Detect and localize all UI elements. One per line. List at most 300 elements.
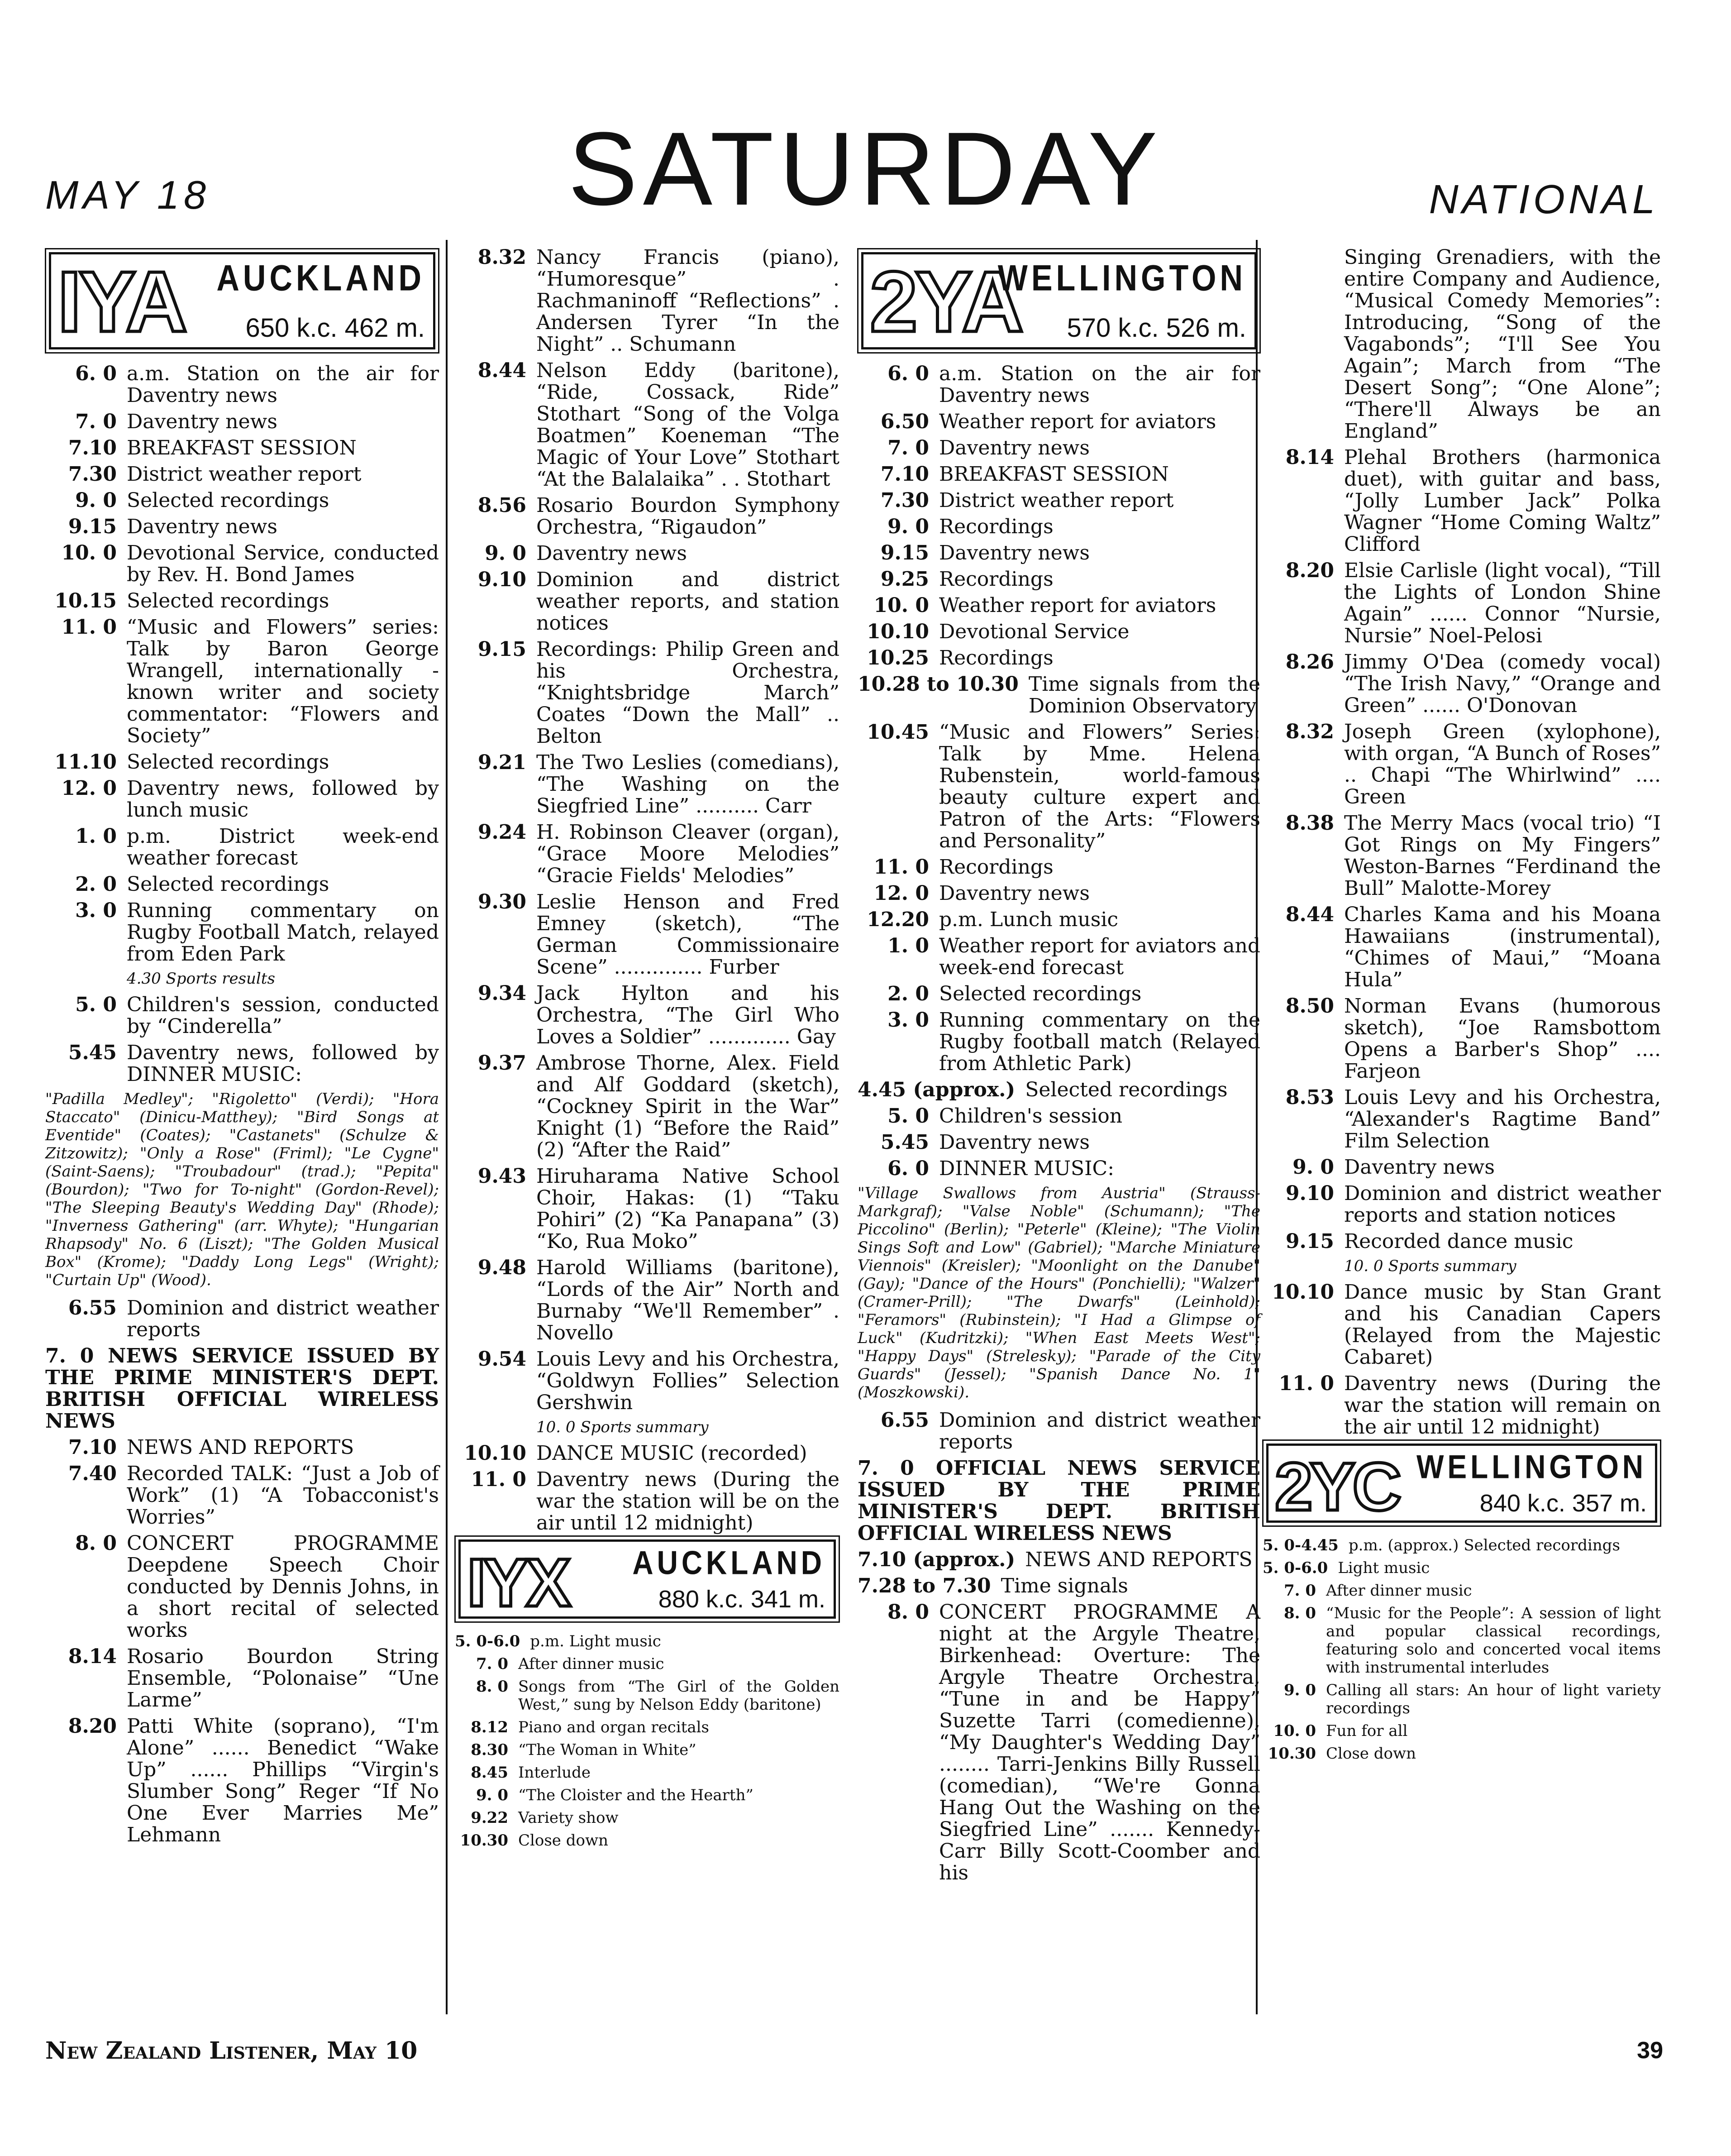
program-description: BREAKFAST SESSION xyxy=(127,436,357,459)
program-time: 8.32 xyxy=(1285,720,1334,743)
program-entry xyxy=(45,490,439,512)
program-entry xyxy=(1263,1582,1661,1600)
program-entry xyxy=(455,1809,839,1827)
program-time: 9. 0 xyxy=(1284,1681,1316,1699)
program-description: Singing Grenadiers, with the entire Company and Audience, “Musical Comedy Memories”: Introducing, “Song of the Vagabonds”; “I'll See You Again”; March from “The Desert Song”; “One Alone”; “There'll Always be an England” xyxy=(1344,246,1661,443)
program-entry xyxy=(45,617,439,747)
program-time: 9.15 xyxy=(68,515,117,538)
program-entry xyxy=(1263,995,1661,1082)
program-description: After dinner music xyxy=(518,1655,664,1673)
program-description: Jack Hylton and his Orchestra, “The Girl Who Loves a Soldier” ............. Gay xyxy=(536,982,839,1048)
program-list xyxy=(45,1437,439,1846)
station-call-sign: IYA xyxy=(57,254,185,350)
program-entry xyxy=(45,516,439,538)
program-description: After dinner music xyxy=(1326,1582,1472,1600)
program-description: Selected recordings xyxy=(939,982,1142,1005)
program-time: 10.10 xyxy=(867,620,929,643)
program-entry xyxy=(455,1052,839,1161)
program-list xyxy=(45,994,439,1085)
program-time: 11. 0 xyxy=(873,856,929,879)
program-description: p.m. Light music xyxy=(530,1632,661,1650)
program-entry xyxy=(455,983,839,1048)
program-description: Daventry news xyxy=(127,515,277,538)
program-entry xyxy=(1263,247,1661,442)
program-entry xyxy=(1263,1087,1661,1152)
program-description: Nancy Francis (piano), “Humoresque” . Rachmaninoff “Reflections” . Andersen Tyrer “In the Night” .. Schumann xyxy=(536,246,839,356)
program-description: Dominion and district weather reports xyxy=(127,1296,439,1341)
program-time: 8.45 xyxy=(471,1764,508,1782)
program-entry xyxy=(858,411,1260,433)
program-entry xyxy=(45,1297,439,1341)
column-divider xyxy=(446,240,448,2014)
program-description: Daventry news, followed by lunch music xyxy=(127,777,439,822)
program-description: Plehal Brothers (harmonica duet), with guitar and bass, “Jolly Lumber Jack” Polka Wagner “Home Coming Waltz” Clifford xyxy=(1344,446,1661,556)
program-description: Recorded TALK: “Just a Job of Work” (1) “A Tobacconist's Worries” xyxy=(127,1462,439,1529)
program-time: 2. 0 xyxy=(75,873,117,896)
program-description: Dominion and district weather reports and station notices xyxy=(1344,1182,1661,1227)
program-entry xyxy=(858,363,1260,406)
program-time: 8.32 xyxy=(477,246,526,269)
program-entry xyxy=(858,569,1260,590)
program-description: Weather report for aviators xyxy=(939,410,1216,433)
program-description: Light music xyxy=(1338,1559,1430,1577)
program-time: 8.12 xyxy=(471,1718,508,1736)
page-day-title: SATURDAY xyxy=(568,110,1163,227)
program-description: Devotional Service xyxy=(939,620,1130,643)
program-entry xyxy=(455,1786,839,1804)
program-time: 7.10 (approx.) xyxy=(858,1548,1016,1571)
program-entry xyxy=(455,1831,839,1850)
program-entry xyxy=(858,490,1260,512)
program-description: Recordings xyxy=(939,856,1054,879)
program-description: Interlude xyxy=(518,1764,591,1782)
program-entry xyxy=(1263,651,1661,717)
program-entry xyxy=(455,247,839,355)
program-description: “Music and Flowers” Series: Talk by Mme. Helena Rubenstein, world-famous beauty culture expert and Patron of the Arts: “Flowers and Personality” xyxy=(939,721,1260,852)
station-frequency: 840 k.c. 357 m. xyxy=(1479,1490,1647,1517)
program-description: The Merry Macs (vocal trio) “I Got Rings on My Fingers” Weston-Barnes “Ferdinand the Bull” Malotte-Morey xyxy=(1344,812,1661,900)
program-description: BREAKFAST SESSION xyxy=(939,463,1169,486)
program-entry xyxy=(455,543,839,564)
program-time: 9.22 xyxy=(471,1809,508,1827)
program-time: 5. 0-6.0 xyxy=(1263,1559,1328,1577)
program-entry xyxy=(858,935,1260,979)
program-time: 10.10 xyxy=(1272,1281,1334,1304)
program-entry xyxy=(1263,721,1661,808)
program-list xyxy=(858,1549,1260,1884)
program-entry xyxy=(858,437,1260,459)
program-time: 8.44 xyxy=(477,359,526,382)
station-box-2yc xyxy=(1266,1444,1657,1523)
program-entry xyxy=(858,1601,1260,1884)
program-entry xyxy=(455,1632,839,1650)
program-description: NEWS AND REPORTS xyxy=(1025,1548,1253,1571)
program-entry xyxy=(1263,1745,1661,1763)
program-entry xyxy=(455,1257,839,1344)
program-entry xyxy=(45,1716,439,1846)
program-entry xyxy=(455,360,839,490)
program-description: Time signals xyxy=(1001,1574,1128,1597)
program-entry xyxy=(858,883,1260,904)
program-entry xyxy=(1263,813,1661,899)
program-description: CONCERT PROGRAMME Deepdene Speech Choir conducted by Dennis Johns, in a short recital of selected works xyxy=(127,1532,439,1642)
program-description: Patti White (soprano), “I'm Alone” ...... Benedict “Wake Up” ...... Phillips “Virgin's Slumber Song” Reger “If No One Ever Marries Me” Lehmann xyxy=(127,1715,439,1846)
program-description: Selected recordings xyxy=(127,873,329,896)
program-entry xyxy=(1263,1536,1661,1554)
program-time: 7. 0 xyxy=(1284,1582,1316,1600)
program-description: District weather report xyxy=(127,463,362,486)
program-entry xyxy=(455,569,839,634)
program-time: 9.15 xyxy=(1285,1230,1334,1253)
program-description: Rosario Bourdon String Ensemble, “Polonaise” “Une Larme” xyxy=(127,1645,439,1711)
program-entry xyxy=(45,464,439,485)
program-description: Variety show xyxy=(518,1809,619,1827)
program-time: 5. 0 xyxy=(887,1104,929,1128)
program-entry xyxy=(858,647,1260,669)
program-entry xyxy=(858,1575,1260,1597)
program-entry xyxy=(858,1105,1260,1127)
station-box-1ya xyxy=(49,252,435,349)
sub-note: 10. 0 Sports summary xyxy=(536,1418,709,1436)
program-description: Charles Kama and his Moana Hawaiians (instrumental), “Chimes of Maui,” “Moana Hula” xyxy=(1344,903,1661,991)
program-entry xyxy=(1263,1373,1661,1438)
program-time: 8.20 xyxy=(1285,559,1334,582)
program-time: 8.14 xyxy=(1285,446,1334,469)
program-entry xyxy=(45,437,439,459)
program-entry xyxy=(858,1158,1260,1180)
station-call-sign: 2YA xyxy=(870,254,1021,350)
program-time: 10.30 xyxy=(460,1831,508,1850)
program-description: Fun for all xyxy=(1326,1722,1408,1740)
footer-page-number: 39 xyxy=(1637,2037,1663,2064)
program-time: 6.50 xyxy=(880,410,929,433)
sub-note: 10. 0 Sports summary xyxy=(1344,1257,1516,1275)
program-description: Elsie Carlisle (light vocal), “Till the Lights of London Shine Again” ...... Connor “Nursie, Nursie” Noel-Pelosi xyxy=(1344,559,1661,647)
program-time: 7.10 xyxy=(68,1436,117,1459)
program-entry xyxy=(1263,1157,1661,1178)
program-list xyxy=(455,1632,839,1850)
program-entry xyxy=(858,674,1260,717)
column-2ya-cont xyxy=(1263,247,1661,1767)
program-description: p.m. (approx.) Selected recordings xyxy=(1348,1536,1620,1554)
program-time: 6. 0 xyxy=(887,362,929,385)
program-entry xyxy=(45,1437,439,1458)
program-entry xyxy=(45,1463,439,1528)
program-entry xyxy=(858,595,1260,617)
program-time: 9.10 xyxy=(477,568,526,591)
page-network: NATIONAL xyxy=(1429,177,1659,222)
program-description: Close down xyxy=(1326,1745,1416,1763)
column-1ya-cont xyxy=(455,247,839,1854)
program-entry xyxy=(455,1166,839,1252)
program-description: CONCERT PROGRAMME A night at the Argyle Theatre, Birkenhead: Overture: The Argyle Theatre Orchestra, “Tune in and be Happy” Suzette Tarri (comedienne), “My Daughter's Wedding Day” ........ Tarri-Jenkins Billy Russell (comedian), “We're Gonna Hang Out the Washing on the Siegfried Line” ....... Kennedy-Carr Billy Scott-Coomber and his xyxy=(939,1601,1260,1884)
program-entry xyxy=(45,1646,439,1711)
program-time: 4.45 (approx.) xyxy=(858,1078,1016,1101)
program-time: 7.28 to 7.30 xyxy=(858,1574,991,1597)
program-description: Louis Levy and his Orchestra, “Goldwyn Follies” Selection Gershwin xyxy=(536,1348,839,1414)
program-list xyxy=(1263,1281,1661,1438)
program-time: 8. 0 xyxy=(1284,1604,1316,1622)
column-1ya xyxy=(45,247,439,1850)
program-entry xyxy=(45,1533,439,1641)
program-description: Time signals from the Dominion Observatory xyxy=(1028,673,1260,717)
program-description: Recorded dance music xyxy=(1344,1230,1574,1253)
program-time: 10.25 xyxy=(867,646,929,669)
program-time: 8.30 xyxy=(471,1741,508,1759)
program-description: Running commentary on Rugby Football Match, relayed from Eden Park xyxy=(127,899,439,966)
program-entry xyxy=(45,778,439,821)
program-description: Daventry news xyxy=(127,410,277,433)
program-time: 11. 0 xyxy=(471,1468,526,1491)
station-box-1yx xyxy=(458,1539,836,1619)
program-time: 9.48 xyxy=(477,1256,526,1279)
program-time: 7.30 xyxy=(68,463,117,486)
program-time: 5. 0 xyxy=(75,993,117,1016)
program-time: 7.30 xyxy=(880,489,929,512)
program-entry xyxy=(858,722,1260,852)
program-time: 8.26 xyxy=(1285,650,1334,674)
program-time: 7.40 xyxy=(68,1462,117,1485)
program-time: 9.43 xyxy=(477,1165,526,1188)
program-entry xyxy=(1263,1722,1661,1740)
program-time: 8.38 xyxy=(1285,812,1334,835)
program-description: Dominion and district weather reports xyxy=(939,1409,1260,1453)
program-time: 11. 0 xyxy=(61,616,117,639)
program-description: H. Robinson Cleaver (organ), “Grace Moore Melodies” “Gracie Fields' Melodies” xyxy=(536,821,839,887)
program-entry xyxy=(1263,904,1661,991)
program-description: Weather report for aviators and week-end forecast xyxy=(939,934,1260,979)
program-entry xyxy=(45,994,439,1037)
program-entry xyxy=(455,1678,839,1714)
program-time: 8. 0 xyxy=(75,1532,117,1555)
program-description: Calling all stars: An hour of light variety recordings xyxy=(1326,1681,1661,1717)
program-time: 11.10 xyxy=(54,751,117,774)
program-entry xyxy=(45,874,439,895)
program-description: Recordings xyxy=(939,646,1054,669)
program-time: 3. 0 xyxy=(75,899,117,922)
program-entry xyxy=(455,1469,839,1534)
program-time: 7. 0 xyxy=(887,436,929,459)
station-call-sign: 2YC xyxy=(1275,1448,1399,1525)
program-entry xyxy=(455,1741,839,1759)
program-description: Recordings xyxy=(939,515,1054,538)
program-description: Daventry news xyxy=(1344,1156,1495,1179)
program-entry xyxy=(45,826,439,869)
program-entry xyxy=(858,983,1260,1005)
station-box-2ya xyxy=(861,252,1257,349)
program-time: 10. 0 xyxy=(1273,1722,1316,1740)
program-time: 1. 0 xyxy=(887,934,929,957)
program-description: Norman Evans (humorous sketch), “Joe Ramsbottom Opens a Barber's Shop” .... Farjeon xyxy=(1344,994,1661,1083)
program-time: 6. 0 xyxy=(75,362,117,385)
station-city: AUCKLAND xyxy=(216,258,425,298)
program-time: 9. 0 xyxy=(1292,1156,1334,1179)
program-description: Selected recordings xyxy=(127,589,329,612)
program-time: 6.55 xyxy=(68,1296,117,1319)
program-entry xyxy=(858,856,1260,878)
program-time: 9.15 xyxy=(880,541,929,564)
program-entry xyxy=(455,1348,839,1414)
program-list xyxy=(1263,447,1661,1252)
program-description: Songs from “The Girl of the Golden West,” sung by Nelson Eddy (baritone) xyxy=(518,1678,839,1714)
program-time: 8.53 xyxy=(1285,1086,1334,1109)
program-time: 10.30 xyxy=(1268,1745,1316,1763)
program-time: 10.28 to 10.30 xyxy=(858,673,1019,696)
program-entry xyxy=(1263,1281,1661,1368)
program-entry xyxy=(858,909,1260,931)
program-time: 9. 0 xyxy=(485,542,526,565)
program-list xyxy=(45,1297,439,1341)
program-time: 5. 0-4.45 xyxy=(1263,1536,1339,1554)
program-time: 9. 0 xyxy=(75,489,117,512)
program-description: Rosario Bourdon Symphony Orchestra, “Rigaudon” xyxy=(536,494,839,539)
program-time: 3. 0 xyxy=(887,1009,929,1032)
station-frequency: 570 k.c. 526 m. xyxy=(1067,313,1246,343)
news-service-line: 7. 0 OFFICIAL NEWS SERVICE ISSUED BY THE PRIME MINISTER'S DEPT. BRITISH OFFICIAL WIRELESS NEWS xyxy=(858,1457,1260,1545)
program-description: Weather report for aviators xyxy=(939,594,1216,617)
program-description: Daventry news xyxy=(939,1131,1090,1154)
program-entry xyxy=(455,639,839,747)
program-entry xyxy=(858,621,1260,643)
program-time: 8.56 xyxy=(477,494,526,517)
program-description: a.m. Station on the air for Daventry news xyxy=(127,362,439,407)
program-entry xyxy=(455,1718,839,1736)
program-entry xyxy=(45,590,439,612)
program-entry xyxy=(858,516,1260,538)
program-entry xyxy=(455,752,839,817)
program-entry xyxy=(858,1410,1260,1453)
program-entry xyxy=(45,1042,439,1085)
station-city: WELLINGTON xyxy=(1416,1448,1647,1486)
program-time: 9.54 xyxy=(477,1348,526,1371)
program-description: Daventry news xyxy=(536,542,687,565)
program-list xyxy=(1263,1536,1661,1763)
program-entry xyxy=(858,1132,1260,1153)
program-description: Joseph Green (xylophone), with organ, “A Bunch of Roses” .. Chapi “The Whirlwind” .... Green xyxy=(1344,720,1661,808)
program-description: Daventry news xyxy=(939,882,1090,905)
program-description: a.m. Station on the air for Daventry news xyxy=(939,362,1260,407)
program-time: 8.20 xyxy=(68,1715,117,1738)
program-time: 9.24 xyxy=(477,821,526,844)
program-time: 9.37 xyxy=(477,1052,526,1075)
program-description: p.m. Lunch music xyxy=(939,908,1119,931)
program-description: Selected recordings xyxy=(1025,1078,1228,1101)
program-entry xyxy=(455,1443,839,1464)
program-description: District weather report xyxy=(939,489,1174,512)
program-description: “The Cloister and the Hearth” xyxy=(518,1786,753,1804)
program-time: 10.15 xyxy=(54,589,117,612)
program-description: Dance music by Stan Grant and his Canadian Capers (Relayed from the Majestic Cabaret) xyxy=(1344,1281,1661,1369)
program-description: “Music for the People”: A session of light and popular classical recordings, featuring solo and concerted vocal items with instrumental interludes xyxy=(1326,1604,1661,1677)
program-description: Daventry news xyxy=(939,541,1090,564)
program-entry xyxy=(45,900,439,965)
program-list xyxy=(858,1410,1260,1453)
program-time: 9.30 xyxy=(477,890,526,913)
program-time: 9.25 xyxy=(880,568,929,591)
program-description: Nelson Eddy (baritone), “Ride, Cossack, Ride” Stothart “Song of the Volga Boatmen” Koeneman “The Magic of Your Love” Stothart “At the Balalaika” . . Stothart xyxy=(536,359,839,491)
program-entry xyxy=(858,542,1260,564)
program-description: Close down xyxy=(518,1831,608,1850)
program-entry xyxy=(45,751,439,773)
program-time: 7.10 xyxy=(68,436,117,459)
program-time: 9. 0 xyxy=(476,1786,508,1804)
program-entry xyxy=(45,542,439,586)
program-time: 7. 0 xyxy=(476,1655,508,1673)
program-description: “Music and Flowers” series: Talk by Baron George Wrangell, internationally - known writer and society commentator: “Flowers and Society” xyxy=(127,616,439,747)
program-description: Louis Levy and his Orchestra, “Alexander's Ragtime Band” Film Selection xyxy=(1344,1086,1661,1152)
program-time: 7.10 xyxy=(880,463,929,486)
program-time: 8.50 xyxy=(1285,994,1334,1018)
program-time: 10. 0 xyxy=(61,541,117,564)
program-description: Devotional Service, conducted by Rev. H. Bond James xyxy=(127,541,439,586)
program-time: 9.34 xyxy=(477,982,526,1005)
program-description: Leslie Henson and Fred Emney (sketch), “The German Commissionaire Scene” .............. Furber xyxy=(536,890,839,979)
program-description: Jimmy O'Dea (comedy vocal) “The Irish Navy,” “Orange and Green” ...... O'Donovan xyxy=(1344,650,1661,717)
program-time: 11. 0 xyxy=(1278,1372,1334,1395)
column-2ya xyxy=(858,247,1260,1888)
program-time: 5.45 xyxy=(68,1041,117,1064)
program-description: NEWS AND REPORTS xyxy=(127,1436,354,1459)
program-description: Daventry news xyxy=(939,436,1090,459)
program-time: 8. 0 xyxy=(887,1601,929,1624)
program-description: Selected recordings xyxy=(127,751,329,774)
station-frequency: 880 k.c. 341 m. xyxy=(658,1586,825,1613)
program-entry xyxy=(1263,447,1661,555)
program-time: 12. 0 xyxy=(873,882,929,905)
program-description: Harold Williams (baritone), “Lords of the Air” North and Burnaby “We'll Remember” . Novello xyxy=(536,1256,839,1344)
program-time: 12.20 xyxy=(867,908,929,931)
program-description: Dominion and district weather reports, and station notices xyxy=(536,568,839,635)
program-entry xyxy=(1263,1559,1661,1577)
program-description: Ambrose Thorne, Alex. Field and Alf Goddard (sketch), “Cockney Spirit in the War” Knight (1) “Before the Raid” (2) “After the Raid” xyxy=(536,1052,839,1162)
program-time: 12. 0 xyxy=(61,777,117,800)
program-entry xyxy=(1263,1183,1661,1226)
program-description: Daventry news (During the war the station will remain on the air until 12 midnight) xyxy=(1344,1372,1661,1439)
program-description: DINNER MUSIC: xyxy=(939,1157,1115,1180)
program-time: 8.44 xyxy=(1285,903,1334,926)
program-entry xyxy=(1263,1604,1661,1677)
program-description: DANCE MUSIC (recorded) xyxy=(536,1442,807,1465)
program-time: 1. 0 xyxy=(75,825,117,848)
program-time: 9.10 xyxy=(1285,1182,1334,1205)
dinner-music-list: "Village Swallows from Austria" (Strauss-Markgraf); "Valse Noble" (Schumann); "The Piccolino" (Berlin); "Peterle" (Kleine); "The Violin Sings Soft and Low" (Gabriel); "Marche Miniature Viennois" (Kreisler); "Moonlight on the Danube" (Gay); "Dance of the Hours" (Ponchielli); "Walzer" (Cramer-Prill); "The Dwarfs" (Leinhold); "Feramors" (Rubinstein); "I Had a Glimpse of Luck" (Kudritzki); "When East Meets West"; "Happy Days" (Strelesky); "Parade of the City Guards" (Jessel); "Spanish Dance No. 1" (Moszkowski). xyxy=(858,1184,1260,1401)
program-time: 8.14 xyxy=(68,1645,117,1668)
program-description: Recordings xyxy=(939,568,1054,591)
program-description: Daventry news, followed by DINNER MUSIC: xyxy=(127,1041,439,1086)
program-list xyxy=(455,1443,839,1534)
program-entry xyxy=(45,411,439,433)
program-entry xyxy=(858,464,1260,485)
station-city: WELLINGTON xyxy=(997,258,1246,298)
station-frequency: 650 k.c. 462 m. xyxy=(245,313,425,343)
program-entry xyxy=(455,1655,839,1673)
program-time: 5.45 xyxy=(880,1131,929,1154)
sub-note: 4.30 Sports results xyxy=(127,970,275,988)
program-entry xyxy=(1263,1231,1661,1252)
program-description: Children's session, conducted by “Cinderella” xyxy=(127,993,439,1038)
program-entry xyxy=(858,1009,1260,1075)
program-description: Children's session xyxy=(939,1104,1123,1128)
program-description: Hiruharama Native School Choir, Hakas: (1) “Taku Pohiri” (2) “Ka Panapana” (3) “Ko, Rua Moko” xyxy=(536,1165,839,1253)
program-time: 9. 0 xyxy=(887,515,929,538)
program-entry xyxy=(1263,1681,1661,1717)
program-description: The Two Leslies (comedians), “The Washing on the Siegfried Line” .......... Carr xyxy=(536,751,839,817)
footer-publication: New Zealand Listener, May 10 xyxy=(45,2037,418,2065)
program-time: 6. 0 xyxy=(887,1157,929,1180)
program-time: 10. 0 xyxy=(873,594,929,617)
program-time: 9.21 xyxy=(477,751,526,774)
program-entry xyxy=(858,1549,1260,1571)
